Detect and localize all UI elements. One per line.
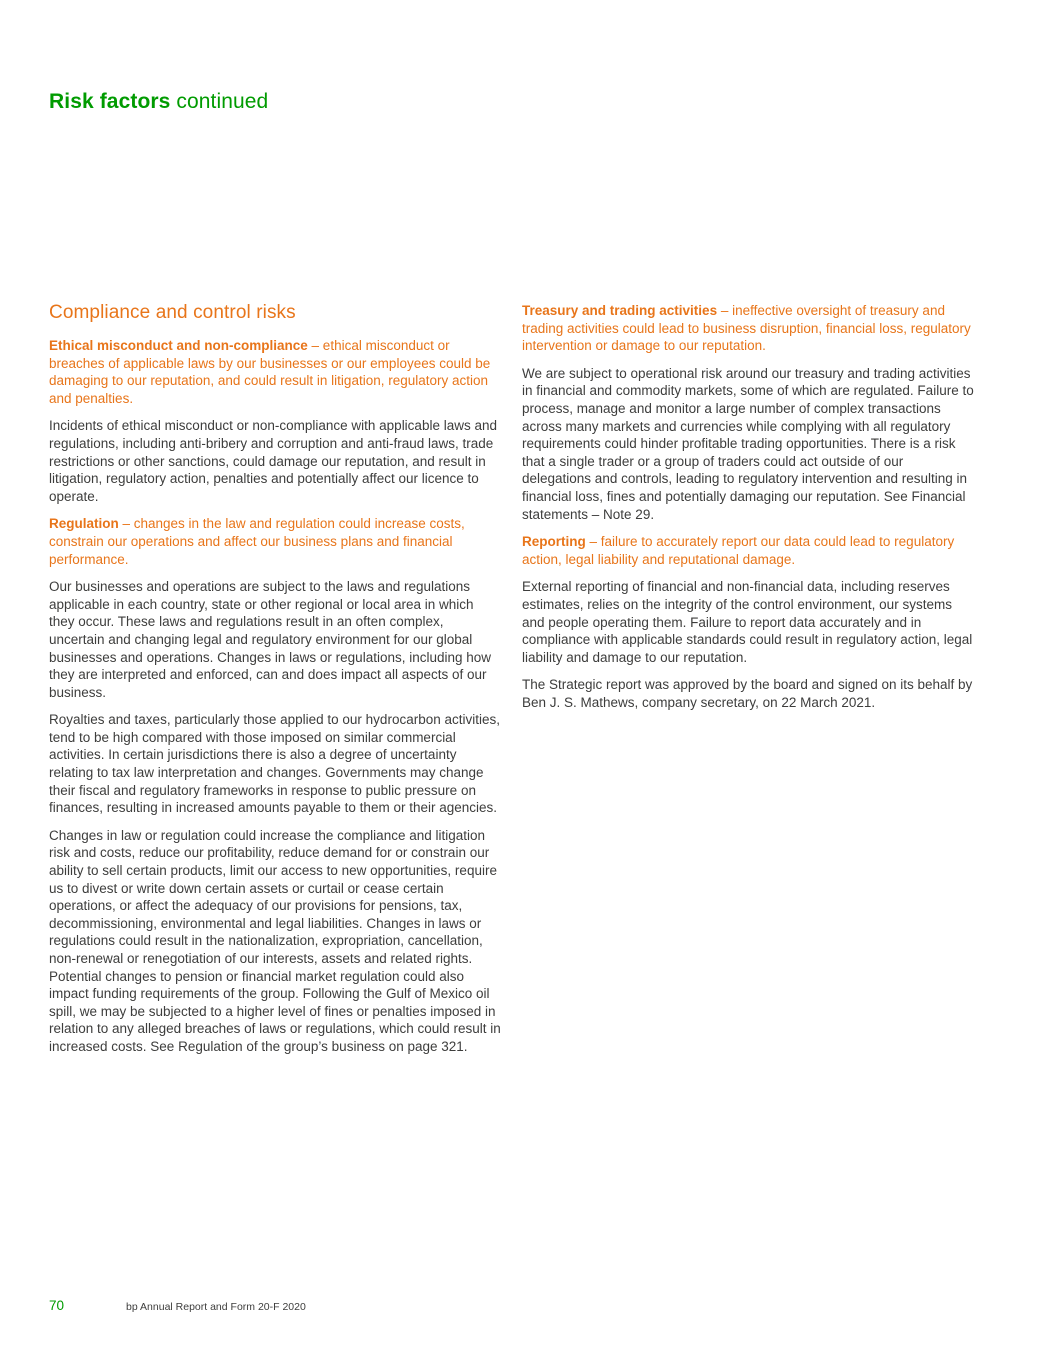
- body-paragraph: Royalties and taxes, particularly those applied to our hydrocarbon activities, tend to be high compared with those imposed on similar commercial activities. In certain jurisdictions there is also a degree of uncertainty relating to tax law interpretation and changes. Governments may change their fiscal and regulatory frameworks in response to public pressure on finances, resulting in increased amounts payable to them or their agencies.: [49, 712, 500, 816]
- report-title: bp Annual Report and Form 20-F 2020: [126, 1301, 306, 1313]
- body-paragraph: Changes in law or regulation could increase the compliance and litigation risk and costs, reduce our profitability, reduce demand for or constrain our ability to sell certain products, limit our access to new opportunities, require us to divest or write down certain assets or curtail or cease certain operations, or affect the adequacy of our provisions for pensions, tax, decommissioning, environmental and legal liabilities. Changes in laws or regulations could result in the nationalization, expropriation, cancellation, non-renewal or renegotiation of our interests, assets and related rights. Potential changes to pension or financial market regulation could also impact funding requirements of the group. Following the Gulf of Mexico oil spill, we may be subjected to a higher level of fines or penalties imposed in relation to any alleged breaches of laws or regulations, which could result in increased costs. See Regulation of the group’s business on page 321.: [49, 827, 501, 1054]
- risk-intro-treasury-trading: [522, 302, 974, 355]
- risk-summary: – ineffective oversight of treasury and trading activities could lead to business disruption, financial loss, regulatory intervention or damage to our reputation.: [522, 303, 971, 354]
- risk-intro-reporting: [522, 533, 974, 568]
- risk-summary: – ethical misconduct or breaches of applicable laws by our businesses or our employees could be damaging to our reputation, and could result in litigation, regulatory action and penalties.: [49, 338, 491, 406]
- risk-title: Treasury and trading activities: [522, 303, 718, 318]
- page-number: 70: [49, 1298, 65, 1313]
- page-heading: [49, 90, 268, 114]
- left-column: [49, 302, 501, 1066]
- page-footer: [49, 1298, 306, 1313]
- risk-title: Regulation: [49, 516, 119, 532]
- board-approval-statement: The Strategic report was approved by the board and signed on its behalf by Ben J. S. Mathews, company secretary, on 22 March 2021.: [522, 677, 973, 710]
- page-heading-continued: continued: [170, 90, 269, 113]
- risk-summary: – changes in the law and regulation could increase costs, constrain our operations and affect our business plans and financial performance.: [49, 516, 465, 567]
- body-paragraph: External reporting of financial and non-financial data, including reserves estimates, relies on the integrity of the control environment, our systems and people operating them. Failure to report data accurately and in compliance with applicable standards could result in regulatory action, legal liability and damage to our reputation.: [522, 579, 973, 665]
- risk-title: Ethical misconduct and non-compliance: [49, 338, 308, 353]
- right-column: [522, 302, 974, 721]
- body-paragraph: We are subject to operational risk around our treasury and trading activities in financial and commodity markets, some of which are regulated. Failure to process, manage and monitor a large number of complex transactions across many markets and currencies while complying with all regulatory requirements could hinder profitable trading opportunities. There is a risk that a single trader or a group of traders could act outside of our delegations and controls, leading to regulatory intervention and resulting in financial loss, fines and potentially damaging our reputation. See Financial statements – Note 29.: [522, 365, 974, 522]
- risk-summary: – failure to accurately report our data could lead to regulatory action, legal liability and reputational damage.: [522, 534, 955, 567]
- body-paragraph: Incidents of ethical misconduct or non-compliance with applicable laws and regulations, including anti-bribery and corruption and anti-fraud laws, trade restrictions or other sanctions, could damage our reputation, and result in litigation, regulatory action, penalties and potentially affect our licence to operate.: [49, 418, 497, 504]
- body-paragraph: Our businesses and operations are subject to the laws and regulations applicable in each country, state or other regional or local area in which they occur. These laws and regulations result in an often complex, uncertain and changing legal and regulatory environment for our global businesses and operations. Changes in laws or regulations, including how they are interpreted and enforced, can and does impact all aspects of our business.: [49, 579, 492, 700]
- page-heading-title: Risk factors: [49, 90, 171, 113]
- risk-intro-ethical-misconduct: [49, 337, 501, 407]
- section-title: Compliance and control risks: [49, 302, 296, 323]
- risk-title: Reporting: [522, 534, 586, 550]
- two-column-body: [49, 302, 974, 1066]
- risk-intro-regulation: [49, 515, 501, 568]
